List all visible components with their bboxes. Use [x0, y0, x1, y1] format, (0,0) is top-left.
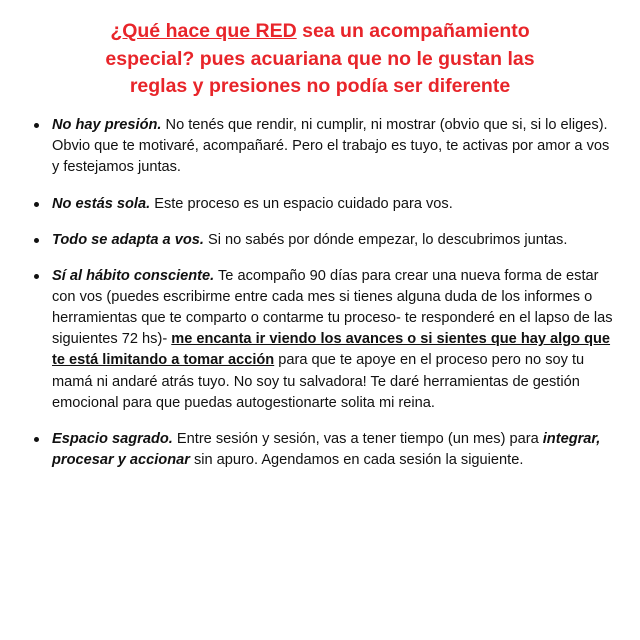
list-item-text-part2: para que te apoye en el proceso pero no soy tu mamá ni andaré atrás tuyo. No soy tu salvadora! Te daré herramientas de gestión emocional para que puedas autogestionarte solita mi reina.: [52, 352, 585, 411]
list-item-lead: No estás sola.: [52, 195, 151, 212]
list-item-lead: Espacio sagrado.: [52, 430, 173, 447]
list-item-lead: Sí al hábito consciente.: [52, 267, 215, 284]
page-title: [32, 18, 608, 101]
list-item-emphasis: integrar, procesar y accionar: [52, 430, 601, 469]
list-item-text-part1: Te acompaño 90 días para crear una nueva forma de estar con vos (puedes escribirme entre cada mes si tienes alguna duda de los informes o herramientas que te comparto o contarme tu proceso- te responderé en el lapso de las siguientes 72 hs)-: [52, 267, 613, 348]
list-item-emphasis: me encanta ir viendo los avances o si sientes que hay algo que te está limitando a tomar acción: [52, 331, 611, 369]
list-item: [28, 115, 618, 178]
list-item-lead: No hay presión.: [52, 117, 162, 134]
list-item-text-part1: Entre sesión y sesión, vas a tener tiempo (un mes) para: [172, 430, 543, 447]
page-title-line1-underlined: ¿Qué hace que RED: [110, 20, 297, 42]
page-title-line1-rest: sea un acompañamiento: [296, 20, 530, 42]
list-item-text: Este proceso es un espacio cuidado para vos.: [150, 195, 453, 212]
list-item-text: Si no sabés por dónde empezar, lo descubrimos juntas.: [203, 231, 568, 248]
list-item: [28, 266, 618, 414]
list-item-text-part2: sin apuro. Agendamos en cada sesión la siguiente.: [189, 452, 524, 469]
list-item: [28, 194, 618, 215]
list-item: [28, 429, 618, 471]
list-item-text: No tenés que rendir, ni cumplir, ni mostrar (obvio que si, si lo eliges). Obvio que te motivaré, acompañaré. Pero el trabajo es tuyo, te activas por amor a vos y festejamos juntas.: [52, 117, 610, 176]
page-title-line3: reglas y presiones no podía ser diferente: [129, 75, 511, 98]
list-item-lead: Todo se adapta a vos.: [52, 231, 204, 248]
page-title-line2: especial? pues acuariana que no le gustan las: [105, 47, 535, 70]
list-item: [28, 230, 618, 251]
bullet-list: [22, 115, 618, 471]
